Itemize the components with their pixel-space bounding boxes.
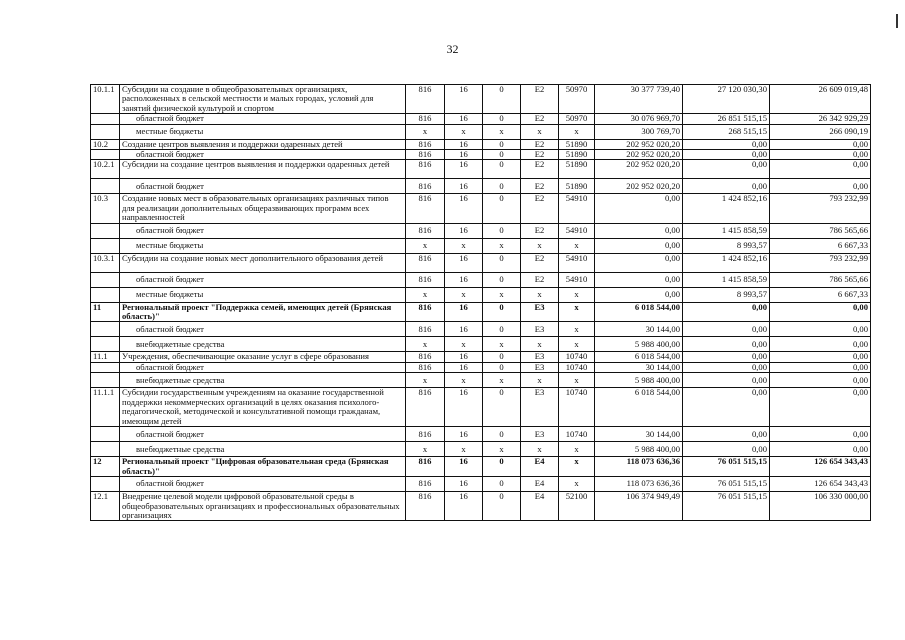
table-row [91,114,871,124]
cell-c5: 10740 [559,388,595,427]
cell-c3: 0 [483,362,521,372]
table-row [91,124,871,139]
cell-c5: х [559,238,595,253]
cell-c5: х [559,457,595,477]
cell-c4: Е3 [521,322,559,337]
cell-name: Региональный проект "Цифровая образовательная среда (Брянская область)" [120,457,406,477]
cell-c2: 16 [445,492,483,521]
cell-v1: 30 144,00 [595,322,683,337]
cell-v2: 8 993,57 [683,287,770,302]
cell-v3: 793 232,99 [770,253,871,272]
cell-num: 10.1.1 [91,85,120,114]
table-row [91,302,871,322]
cell-v2: 0,00 [683,302,770,322]
cell-c4: х [521,287,559,302]
cell-v2: 1 424 852,16 [683,194,770,223]
cell-c1: х [406,337,445,352]
cell-name: внебюджетные средства [120,442,406,457]
cell-c4: Е2 [521,223,559,238]
cell-c1: 816 [406,160,445,179]
cell-c1: 816 [406,492,445,521]
cell-name: Учреждения, обеспечивающие оказание услуг в сфере образования [120,352,406,362]
cell-c5: х [559,442,595,457]
table-row [91,223,871,238]
cell-name: областной бюджет [120,150,406,160]
cell-num: 12 [91,457,120,477]
cell-v3: 786 565,66 [770,272,871,287]
cell-v1: 30 144,00 [595,427,683,442]
cell-name: внебюджетные средства [120,337,406,352]
cell-c2: 16 [445,194,483,223]
cell-c2: 16 [445,322,483,337]
cell-num: 11.1.1 [91,388,120,427]
cell-name: областной бюджет [120,427,406,442]
cell-v1: 300 769,70 [595,124,683,139]
cell-c2: 16 [445,160,483,179]
cell-c4: х [521,124,559,139]
cell-c1: 816 [406,322,445,337]
cell-v3: 786 565,66 [770,223,871,238]
table-row [91,194,871,223]
table-row [91,337,871,352]
table-row [91,477,871,492]
table-row [91,352,871,362]
cell-v3: 266 090,19 [770,124,871,139]
cell-c3: 0 [483,85,521,114]
cell-c5: х [559,337,595,352]
cell-name: областной бюджет [120,179,406,194]
cell-c1: 816 [406,388,445,427]
cell-c3: 0 [483,492,521,521]
cell-c5: 50970 [559,85,595,114]
cell-c5: 54910 [559,272,595,287]
cell-num: 10.2 [91,139,120,149]
cell-v3: 126 654 343,43 [770,477,871,492]
table-row [91,492,871,521]
cell-c4: Е3 [521,352,559,362]
cell-c4: х [521,442,559,457]
cell-name: областной бюджет [120,362,406,372]
cell-name: Субсидии государственным учреждениям на оказание государственной поддержки некоммерческих организаций в целях оказания психолого-педагогической, методической и консультативной помощи гражданам, имеющим детей [120,388,406,427]
cell-name: местные бюджеты [120,238,406,253]
cell-v1: 6 018 544,00 [595,352,683,362]
cell-num [91,223,120,238]
cell-v3: 6 667,33 [770,287,871,302]
scan-edge-mark [896,14,898,28]
cell-c4: Е2 [521,160,559,179]
cell-v3: 0,00 [770,388,871,427]
cell-c2: 16 [445,427,483,442]
cell-c4: Е3 [521,427,559,442]
cell-c3: х [483,442,521,457]
cell-c5: 51890 [559,139,595,149]
cell-num [91,427,120,442]
cell-name: Региональный проект "Поддержка семей, имеющих детей (Брянская область)" [120,302,406,322]
cell-v3: 0,00 [770,139,871,149]
table-row [91,179,871,194]
cell-v3: 0,00 [770,373,871,388]
cell-v3: 6 667,33 [770,238,871,253]
cell-c2: х [445,287,483,302]
cell-num: 10.2.1 [91,160,120,179]
cell-v3: 0,00 [770,352,871,362]
cell-c1: х [406,442,445,457]
cell-v2: 0,00 [683,427,770,442]
cell-v1: 0,00 [595,223,683,238]
cell-c4: Е2 [521,139,559,149]
cell-v1: 0,00 [595,238,683,253]
cell-name: областной бюджет [120,477,406,492]
cell-name: областной бюджет [120,114,406,124]
cell-num [91,238,120,253]
cell-c5: 50970 [559,114,595,124]
cell-c1: 816 [406,362,445,372]
cell-c2: х [445,238,483,253]
cell-name: Внедрение целевой модели цифровой образовательной среды в общеобразовательных организациях и профессиональных образовательных организациях [120,492,406,521]
cell-c3: х [483,238,521,253]
cell-v2: 76 051 515,15 [683,492,770,521]
cell-v2: 8 993,57 [683,238,770,253]
cell-name: областной бюджет [120,223,406,238]
table-row [91,287,871,302]
table-row [91,457,871,477]
cell-c5: 51890 [559,160,595,179]
cell-c1: 816 [406,427,445,442]
cell-v1: 30 144,00 [595,362,683,372]
cell-c1: 816 [406,114,445,124]
cell-num [91,272,120,287]
cell-v3: 0,00 [770,337,871,352]
cell-c3: 0 [483,272,521,287]
cell-c2: 16 [445,139,483,149]
cell-v2: 0,00 [683,362,770,372]
cell-c2: 16 [445,253,483,272]
cell-c5: х [559,287,595,302]
cell-c4: х [521,373,559,388]
cell-v3: 26 609 019,48 [770,85,871,114]
cell-c5: х [559,124,595,139]
cell-num: 10.3.1 [91,253,120,272]
cell-v3: 0,00 [770,160,871,179]
cell-c3: 0 [483,388,521,427]
cell-num [91,362,120,372]
table-row [91,253,871,272]
cell-c5: 54910 [559,253,595,272]
cell-name: областной бюджет [120,272,406,287]
cell-c1: 816 [406,302,445,322]
cell-c4: Е2 [521,114,559,124]
cell-v2: 0,00 [683,139,770,149]
cell-num [91,337,120,352]
cell-c5: 10740 [559,427,595,442]
cell-v1: 0,00 [595,194,683,223]
cell-v3: 793 232,99 [770,194,871,223]
cell-c2: 16 [445,150,483,160]
cell-name: местные бюджеты [120,124,406,139]
cell-c4: Е3 [521,388,559,427]
cell-c1: 816 [406,352,445,362]
cell-c1: х [406,287,445,302]
cell-v2: 1 415 858,59 [683,223,770,238]
cell-v1: 202 952 020,20 [595,160,683,179]
cell-v3: 106 330 000,00 [770,492,871,521]
cell-v2: 0,00 [683,179,770,194]
cell-c3: 0 [483,302,521,322]
cell-c4: Е2 [521,253,559,272]
cell-c3: х [483,337,521,352]
cell-v1: 0,00 [595,287,683,302]
cell-c2: 16 [445,477,483,492]
cell-c2: 16 [445,388,483,427]
cell-name: местные бюджеты [120,287,406,302]
cell-v2: 0,00 [683,337,770,352]
table-row [91,427,871,442]
table-row [91,272,871,287]
cell-v2: 0,00 [683,322,770,337]
cell-c2: х [445,124,483,139]
cell-c3: х [483,287,521,302]
cell-v3: 126 654 343,43 [770,457,871,477]
cell-c1: 816 [406,223,445,238]
cell-v1: 202 952 020,20 [595,139,683,149]
cell-num: 10.3 [91,194,120,223]
cell-c4: Е3 [521,302,559,322]
cell-v1: 202 952 020,20 [595,150,683,160]
cell-c3: 0 [483,139,521,149]
cell-num [91,322,120,337]
cell-v3: 0,00 [770,427,871,442]
table-row [91,442,871,457]
table-row [91,322,871,337]
cell-v2: 1 424 852,16 [683,253,770,272]
cell-v3: 0,00 [770,302,871,322]
cell-c4: Е4 [521,457,559,477]
cell-v2: 268 515,15 [683,124,770,139]
cell-c4: Е3 [521,362,559,372]
budget-table [90,84,871,521]
cell-c5: 54910 [559,194,595,223]
cell-name: внебюджетные средства [120,373,406,388]
table-row [91,139,871,149]
cell-c5: 10740 [559,362,595,372]
cell-name: Субсидии на создание в общеобразовательных организациях, расположенных в сельской местности и малых городах, условий для занятий физической культурой и спортом [120,85,406,114]
cell-c5: х [559,322,595,337]
cell-v1: 6 018 544,00 [595,388,683,427]
cell-num [91,477,120,492]
cell-v2: 0,00 [683,388,770,427]
cell-num [91,287,120,302]
table-row [91,85,871,114]
cell-v2: 76 051 515,15 [683,477,770,492]
table-row [91,160,871,179]
cell-v2: 1 415 858,59 [683,272,770,287]
cell-v1: 30 076 969,70 [595,114,683,124]
cell-v1: 202 952 020,20 [595,179,683,194]
cell-c1: 816 [406,139,445,149]
cell-c2: 16 [445,179,483,194]
cell-v3: 0,00 [770,362,871,372]
cell-c2: 16 [445,223,483,238]
cell-c3: 0 [483,160,521,179]
cell-v1: 118 073 636,36 [595,457,683,477]
table-row [91,150,871,160]
cell-c3: 0 [483,457,521,477]
cell-v1: 6 018 544,00 [595,302,683,322]
cell-num: 11.1 [91,352,120,362]
cell-c1: х [406,124,445,139]
cell-c2: 16 [445,457,483,477]
cell-c5: 51890 [559,179,595,194]
cell-c3: 0 [483,427,521,442]
cell-c2: 16 [445,272,483,287]
cell-c5: 51890 [559,150,595,160]
cell-c4: Е2 [521,85,559,114]
cell-c2: 16 [445,85,483,114]
cell-v2: 0,00 [683,352,770,362]
cell-c4: Е2 [521,194,559,223]
cell-c5: х [559,302,595,322]
cell-c4: х [521,337,559,352]
cell-c1: 816 [406,150,445,160]
cell-c5: 54910 [559,223,595,238]
cell-c2: 16 [445,114,483,124]
cell-c1: х [406,373,445,388]
table-row [91,362,871,372]
table-row [91,388,871,427]
cell-num: 12.1 [91,492,120,521]
cell-num [91,373,120,388]
cell-c1: 816 [406,85,445,114]
cell-c2: х [445,373,483,388]
cell-v1: 0,00 [595,272,683,287]
cell-num [91,179,120,194]
cell-c3: х [483,124,521,139]
cell-c1: 816 [406,457,445,477]
cell-c4: Е2 [521,272,559,287]
cell-v2: 0,00 [683,150,770,160]
cell-num [91,114,120,124]
cell-c2: 16 [445,362,483,372]
cell-c1: х [406,238,445,253]
cell-v1: 5 988 400,00 [595,373,683,388]
cell-v3: 26 342 929,29 [770,114,871,124]
cell-c4: Е2 [521,179,559,194]
cell-c2: 16 [445,302,483,322]
cell-name: Субсидии на создание центров выявления и поддержки одаренных детей [120,160,406,179]
cell-c3: 0 [483,179,521,194]
cell-c1: 816 [406,194,445,223]
cell-c1: 816 [406,272,445,287]
cell-v1: 5 988 400,00 [595,442,683,457]
cell-name: Создание центров выявления и поддержки одаренных детей [120,139,406,149]
cell-c3: 0 [483,477,521,492]
cell-v1: 0,00 [595,253,683,272]
page-number: 32 [446,42,459,56]
cell-num: 11 [91,302,120,322]
table-row [91,373,871,388]
cell-name: Создание новых мест в образовательных организациях различных типов для реализации дополнительных общеразвивающих программ всех направленностей [120,194,406,223]
table-row [91,238,871,253]
cell-c5: х [559,477,595,492]
cell-v1: 5 988 400,00 [595,337,683,352]
cell-v3: 0,00 [770,179,871,194]
cell-v2: 26 851 515,15 [683,114,770,124]
cell-v3: 0,00 [770,322,871,337]
cell-c1: 816 [406,477,445,492]
cell-num [91,124,120,139]
cell-c5: 52100 [559,492,595,521]
cell-name: Субсидии на создание новых мест дополнительного образования детей [120,253,406,272]
cell-c2: х [445,442,483,457]
cell-c2: х [445,337,483,352]
cell-num [91,150,120,160]
cell-c5: 10740 [559,352,595,362]
cell-v2: 0,00 [683,442,770,457]
cell-v2: 0,00 [683,160,770,179]
cell-c3: 0 [483,253,521,272]
cell-v3: 0,00 [770,150,871,160]
cell-v3: 0,00 [770,442,871,457]
cell-c1: 816 [406,179,445,194]
cell-c3: 0 [483,322,521,337]
cell-c5: х [559,373,595,388]
cell-c3: 0 [483,223,521,238]
cell-c3: 0 [483,150,521,160]
cell-c3: х [483,373,521,388]
cell-name: областной бюджет [120,322,406,337]
cell-c2: 16 [445,352,483,362]
cell-c4: Е4 [521,477,559,492]
cell-v2: 76 051 515,15 [683,457,770,477]
cell-num [91,442,120,457]
cell-v2: 0,00 [683,373,770,388]
cell-v1: 106 374 949,49 [595,492,683,521]
cell-c4: Е4 [521,492,559,521]
cell-v2: 27 120 030,30 [683,85,770,114]
cell-c1: 816 [406,253,445,272]
cell-c3: 0 [483,352,521,362]
cell-c3: 0 [483,194,521,223]
cell-v1: 118 073 636,36 [595,477,683,492]
cell-c4: х [521,238,559,253]
cell-c3: 0 [483,114,521,124]
cell-c4: Е2 [521,150,559,160]
cell-v1: 30 377 739,40 [595,85,683,114]
